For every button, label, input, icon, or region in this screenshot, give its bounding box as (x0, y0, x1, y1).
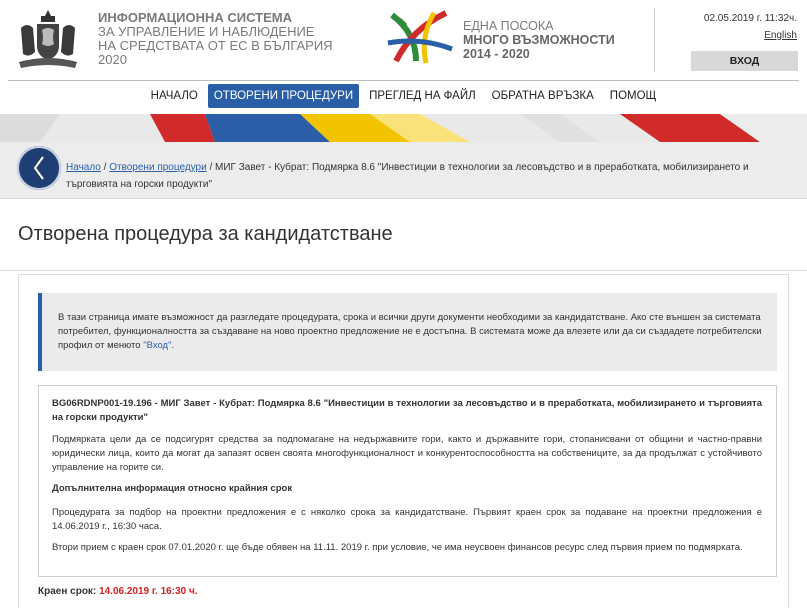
nav-item-feedback[interactable]: ОБРАТНА ВРЪЗКА (491, 90, 594, 102)
info-notice-suffix: . (171, 340, 175, 351)
breadcrumb-procedures-link[interactable]: Отворени процедури (109, 162, 207, 173)
deadline-label: Краен срок: (38, 586, 97, 597)
system-title (98, 11, 338, 67)
coat-of-arms-logo (15, 8, 81, 72)
page-title: Отворена процедура за кандидатстване (18, 223, 393, 245)
nav-item-home[interactable]: НАЧАЛО (150, 90, 198, 102)
header (0, 0, 807, 80)
deadline-info-paragraph: Процедурата за подбор на проектни предложения е с няколко срока за кандидатстване. Първият краен срок за подаване на проектни предложения е 14.06.2019 г., 16:30 часа. (52, 507, 762, 532)
eu-slogan-line2: МНОГО ВЪЗМОЖНОСТИ (463, 33, 615, 47)
system-title-line: ЗА УПРАВЛЕНИЕ И НАБЛЮДЕНИЕ (98, 24, 315, 39)
login-button[interactable]: ВХОД (691, 51, 798, 71)
procedure-description: Подмярката цели да се подсигурят средства за подпомагане на недържавните гори, както и държавните гори, стопанисвани от общини и частно-правни юридически лица, които да могат да запазят освен своята многофункционалност и конкурентоспособността на собствениците, за да продължат с устойчивото управление на горите си. (52, 434, 762, 473)
login-link[interactable]: "Вход" (143, 340, 172, 351)
main-navigation (0, 84, 807, 110)
eu-slogan-line3: 2014 - 2020 (463, 47, 530, 61)
decorative-stripes-banner (0, 114, 807, 142)
procedure-title: BG06RDNP001-19.196 - МИГ Завет - Кубрат: Подмярка 8.6 "Инвестиции в технологии за лесовъдство и в преработката, мобилизирането и търговията на горски продукти" (52, 398, 762, 423)
deadline-value: 14.06.2019 г. 16:30 ч. (99, 586, 198, 597)
system-title-line: 2020 (98, 52, 127, 67)
breadcrumb-current: МИГ Завет - Кубрат: Подмярка 8.6 "Инвестиции в технологии за лесовъдство и в преработката, мобилизирането и търговията на горски продукти" (66, 162, 749, 190)
second-intake-paragraph: Втори прием с краен срок 07.01.2020 г. ще бъде обявен на 11.11. 2019 г. при условие, че има неусвоен финансов ресурс след първия прием по подмярката. (52, 542, 743, 553)
nav-item-file-review[interactable]: ПРЕГЛЕД НА ФАЙЛ (369, 90, 476, 102)
eu-slogan (463, 19, 615, 61)
nav-item-open-procedures[interactable]: ОТВОРЕНИ ПРОЦЕДУРИ (208, 84, 359, 108)
chevron-left-icon (17, 146, 61, 190)
system-title-bold: ИНФОРМАЦИОННА СИСТЕМА (98, 10, 293, 25)
additional-info-heading: Допълнителна информация относно крайния срок (52, 483, 293, 494)
breadcrumb-separator: / (103, 162, 107, 173)
eu-slogan-line1: ЕДНА ПОСОКА (463, 19, 554, 33)
deadline (38, 586, 198, 597)
info-notice-body: В тази страница имате възможност да разгледате процедурата, срока и всички други документи необходими за кандидатстване. Ако сте външен за системата потребител, функционалността за създаване на ново проектно предложение не е достъпна. В системата може да влезете или да си създадете потребителски профил от менюто (58, 312, 762, 351)
back-button[interactable] (17, 146, 61, 190)
current-datetime: 02.05.2019 г. 11:32ч. (703, 13, 797, 24)
breadcrumb-separator: / (209, 162, 213, 173)
divider (0, 198, 807, 199)
eu-programme-logo (386, 9, 454, 65)
breadcrumb-home-link[interactable]: Начало (66, 162, 101, 173)
header-divider (654, 8, 655, 72)
nav-top-divider (8, 80, 799, 81)
divider (0, 270, 807, 271)
info-notice-text (58, 311, 770, 353)
breadcrumb (66, 159, 786, 193)
system-title-line: НА СРЕДСТВАТА ОТ ЕС В БЪЛГАРИЯ (98, 38, 333, 53)
nav-item-help[interactable]: ПОМОЩ (609, 90, 657, 102)
language-link-english[interactable]: English (764, 30, 797, 41)
